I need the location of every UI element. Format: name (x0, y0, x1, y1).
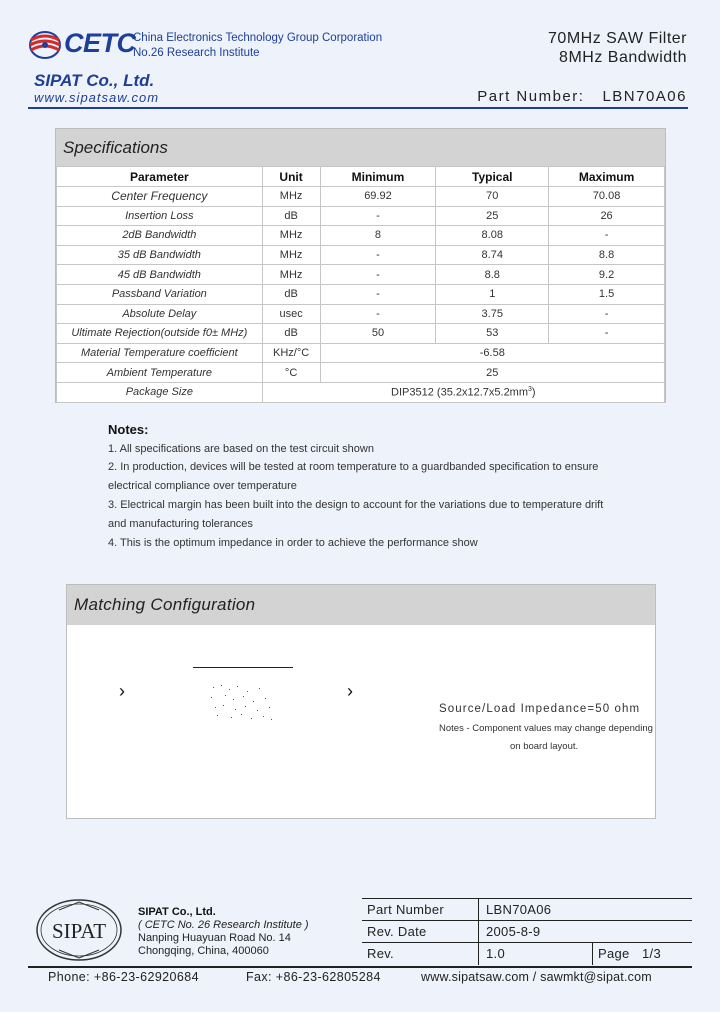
specifications-title: Specifications (63, 138, 168, 157)
table-row (57, 187, 665, 207)
param-cell: 45 dB Bandwidth (57, 265, 263, 285)
param-cell: 2dB Bandwidth (57, 226, 263, 246)
info-divider (592, 943, 593, 965)
footer-city: Chongqing, China, 400060 (138, 945, 269, 957)
value-cell: 25 (320, 363, 664, 383)
footer-company: SIPAT Co., Ltd. (138, 906, 216, 918)
column-header: Maximum (549, 167, 665, 187)
info-divider (478, 943, 479, 965)
column-header: Parameter (57, 167, 263, 187)
info-label: Rev. (367, 946, 394, 961)
table-row (57, 226, 665, 246)
package-size-value: DIP3512 (35.2x12.7x5.2mm (391, 386, 529, 399)
max-cell: 8.8 (549, 245, 665, 265)
info-divider (478, 921, 479, 943)
info-row-revision (362, 942, 692, 965)
param-cell: Absolute Delay (57, 304, 263, 324)
footer-institute: ( CETC No. 26 Research Institute ) (138, 919, 309, 931)
table-row (57, 245, 665, 265)
package-size-close: ) (531, 386, 536, 399)
matching-note: Notes - Component values may change depending (439, 723, 653, 734)
page-value: 1/3 (642, 946, 661, 961)
package-size-exponent: 3 (528, 385, 532, 393)
product-title: 70MHz SAW Filter (548, 30, 687, 47)
institute-name: China Electronics Technology Group Corporation (133, 32, 383, 44)
min-cell: - (320, 265, 436, 285)
specifications-panel (55, 128, 666, 403)
impedance-text: Source/Load Impedance=50 ohm (439, 703, 641, 715)
circuit-wire (193, 667, 293, 668)
product-subtitle: 8MHz Bandwidth (559, 49, 687, 66)
param-cell: Material Temperature coefficient (57, 343, 263, 363)
unit-cell: MHz (262, 187, 320, 207)
seal-text: SIPAT (51, 919, 107, 943)
footer-contact: www.sipatsaw.com / sawmkt@sipat.com (421, 970, 652, 984)
cetc-logo-icon (28, 30, 62, 60)
unit-cell: usec (262, 304, 320, 324)
part-number-value: LBN70A06 (602, 88, 687, 105)
max-cell: 70.08 (549, 187, 665, 207)
table-row (57, 363, 665, 383)
part-number-label: Part Number: (477, 88, 585, 105)
max-cell: 9.2 (549, 265, 665, 285)
info-label: Rev. Date (367, 924, 427, 939)
matching-panel (66, 584, 656, 819)
unit-cell: MHz (262, 226, 320, 246)
institute-subname: No.26 Research Institute (133, 47, 260, 59)
input-arrow-icon: › (119, 681, 125, 701)
min-cell: 8 (320, 226, 436, 246)
logo-text: CETC (64, 28, 136, 58)
matching-title: Matching Configuration (74, 595, 256, 614)
circuit-component-icon (207, 683, 277, 723)
table-row (57, 206, 665, 226)
table-row (57, 265, 665, 285)
param-cell: Center Frequency (57, 187, 263, 207)
value-cell: -6.58 (320, 343, 664, 363)
max-cell: - (549, 324, 665, 344)
table-row (57, 324, 665, 344)
page-label: Page (598, 946, 630, 961)
note-line: 1. All specifications are based on the test circuit shown (108, 443, 374, 455)
unit-cell: MHz (262, 265, 320, 285)
header-divider (28, 107, 688, 109)
unit-cell: dB (262, 284, 320, 304)
min-cell: - (320, 206, 436, 226)
unit-cell: KHz/°C (262, 343, 320, 363)
notes-title: Notes: (108, 422, 149, 437)
specifications-table (56, 166, 665, 403)
note-line: 2. In production, devices will be tested at room temperature to a guardbanded specification to ensure (108, 461, 599, 473)
part-number-heading (477, 88, 687, 105)
table-row (57, 382, 665, 402)
company-website: www.sipatsaw.com (34, 90, 160, 105)
unit-cell: dB (262, 324, 320, 344)
info-row-rev-date (362, 920, 692, 943)
output-arrow-icon: › (347, 681, 353, 701)
max-cell: - (549, 304, 665, 324)
param-cell: Ambient Temperature (57, 363, 263, 383)
min-cell: - (320, 284, 436, 304)
param-cell: Package Size (57, 382, 263, 402)
param-cell: 35 dB Bandwidth (57, 245, 263, 265)
column-header: Typical (436, 167, 549, 187)
min-cell: 50 (320, 324, 436, 344)
table-row (57, 343, 665, 363)
specifications-title-bar (56, 129, 665, 166)
footer-divider (28, 966, 692, 968)
note-line: and manufacturing tolerances (108, 518, 253, 530)
info-value: 2005-8-9 (486, 924, 541, 939)
min-cell: 69.92 (320, 187, 436, 207)
table-row (57, 304, 665, 324)
info-value: LBN70A06 (486, 902, 552, 917)
param-cell: Passband Variation (57, 284, 263, 304)
typ-cell: 25 (436, 206, 549, 226)
unit-cell: dB (262, 206, 320, 226)
info-label: Part Number (367, 902, 444, 917)
unit-cell: MHz (262, 245, 320, 265)
table-header-row (57, 167, 665, 187)
table-row (57, 284, 665, 304)
typ-cell: 8.74 (436, 245, 549, 265)
info-row-part-number (362, 898, 692, 921)
matching-note: on board layout. (510, 741, 579, 752)
typ-cell: 1 (436, 284, 549, 304)
company-name: SIPAT Co., Ltd. (34, 71, 155, 90)
unit-cell: °C (262, 363, 320, 383)
note-line: 3. Electrical margin has been built into the design to account for the variations due to temperature drift (108, 499, 604, 511)
matching-title-bar (67, 585, 655, 625)
note-line: electrical compliance over temperature (108, 480, 297, 492)
footer-fax: Fax: +86-23-62805284 (246, 970, 381, 984)
footer-phone: Phone: +86-23-62920684 (48, 970, 199, 984)
min-cell: - (320, 245, 436, 265)
value-cell (262, 382, 664, 402)
info-divider (478, 899, 479, 921)
footer-street: Nanping Huayuan Road No. 14 (138, 932, 291, 944)
typ-cell: 53 (436, 324, 549, 344)
document-info-table (362, 898, 692, 964)
typ-cell: 8.8 (436, 265, 549, 285)
min-cell: - (320, 304, 436, 324)
max-cell: 26 (549, 206, 665, 226)
typ-cell: 70 (436, 187, 549, 207)
max-cell: - (549, 226, 665, 246)
typ-cell: 8.08 (436, 226, 549, 246)
column-header: Minimum (320, 167, 436, 187)
note-line: 4. This is the optimum impedance in order to achieve the performance show (108, 537, 478, 549)
param-cell: Ultimate Rejection(outside f0± MHz) (57, 324, 263, 344)
max-cell: 1.5 (549, 284, 665, 304)
sipat-seal-icon (34, 896, 124, 964)
typ-cell: 3.75 (436, 304, 549, 324)
param-cell: Insertion Loss (57, 206, 263, 226)
column-header: Unit (262, 167, 320, 187)
info-value: 1.0 (486, 946, 505, 961)
